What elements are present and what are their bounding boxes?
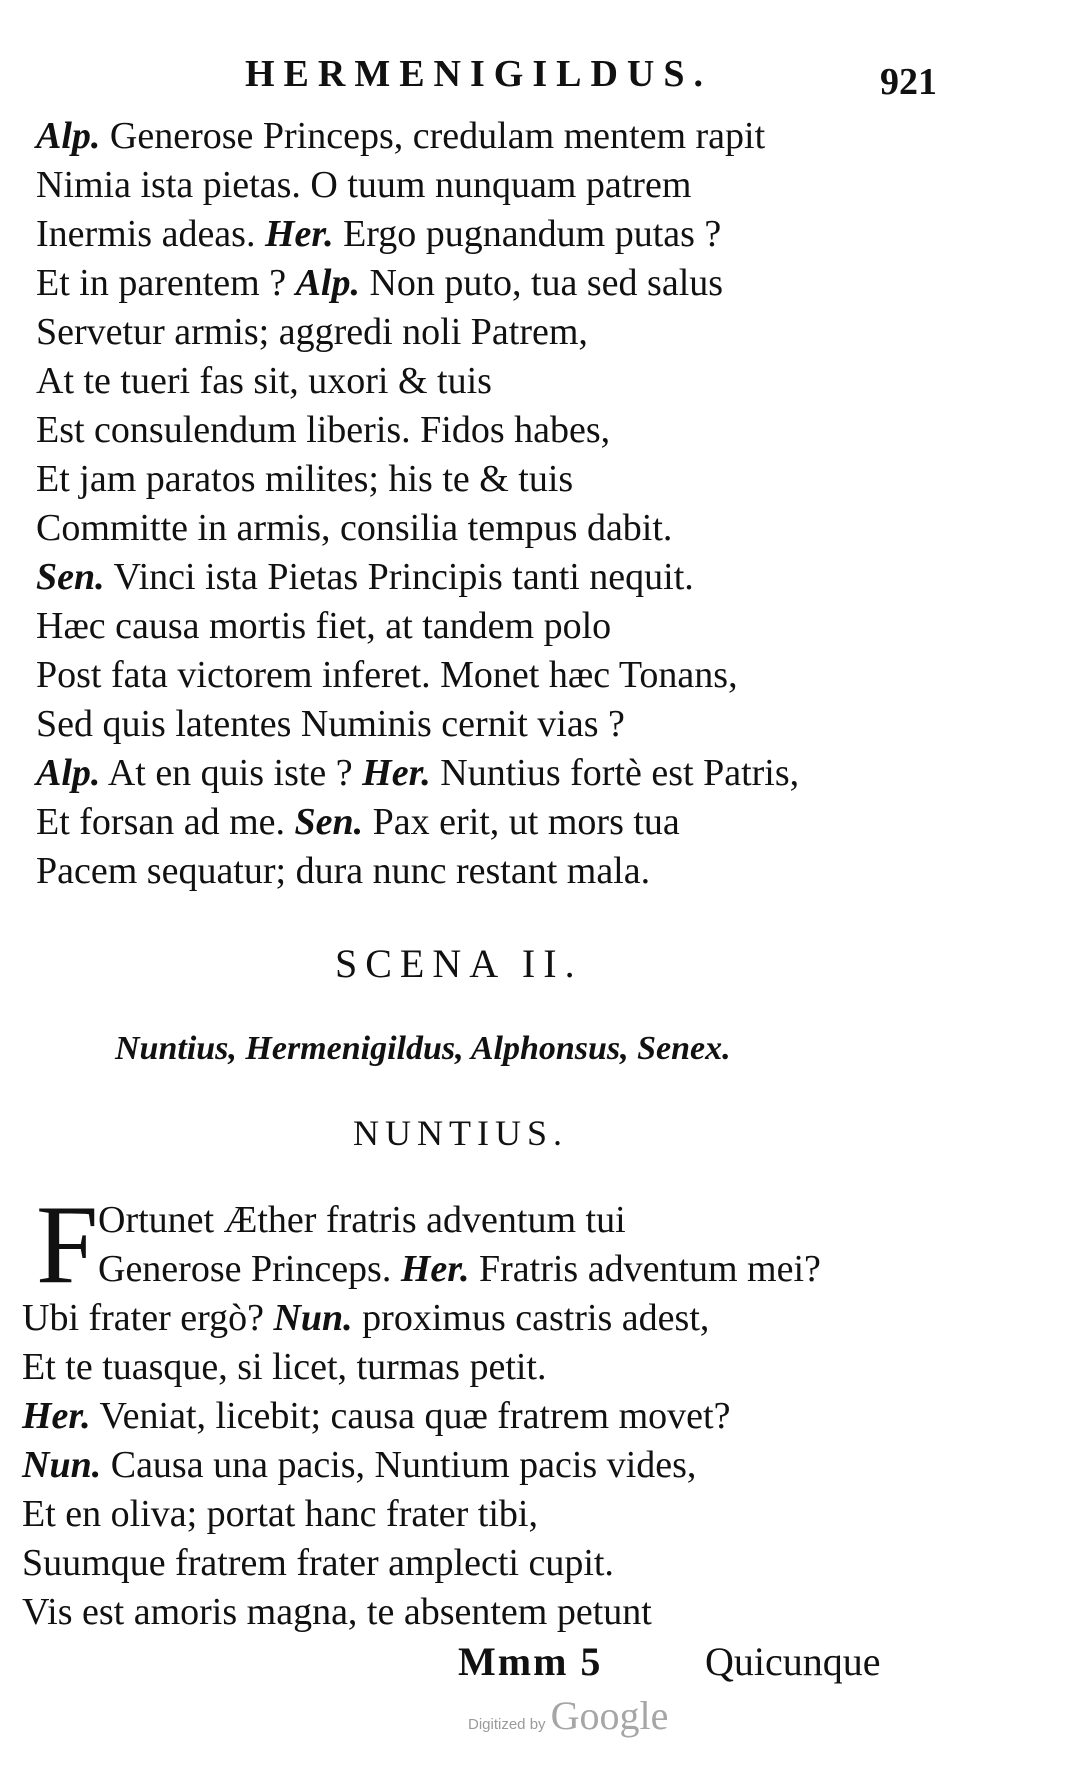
drop-cap: F (36, 1183, 99, 1307)
verse-text: Et jam paratos milites; his te & tuis (36, 458, 574, 500)
verse-text: Pacem sequatur; dura nunc restant mala. (36, 850, 651, 892)
verse-line (22, 1441, 696, 1489)
verse-line (98, 1245, 821, 1293)
speaker-tag: Nun. (273, 1297, 353, 1339)
verse-line (36, 700, 625, 748)
speaker-tag: Her. (22, 1395, 91, 1437)
verse-line (36, 357, 492, 405)
verse-text: Sed quis latentes Numinis cernit vias ? (36, 703, 625, 745)
verse-line (36, 161, 691, 209)
verse-line (22, 1294, 709, 1342)
speaker-tag: Sen. (294, 801, 364, 843)
verse-text: Est consulendum liberis. Fidos habes, (36, 409, 611, 451)
verse-line (36, 798, 680, 846)
verse-line (22, 1392, 730, 1440)
verse-line (36, 553, 694, 601)
signature-mark: Mmm 5 (458, 1639, 603, 1684)
page-number: 921 (880, 61, 937, 103)
verse-text: Vis est amoris magna, te absentem petunt (22, 1591, 652, 1633)
verse-line (98, 1196, 626, 1244)
verse-line (22, 1490, 538, 1538)
verse-line (22, 1539, 614, 1587)
digitized-watermark (468, 1692, 668, 1739)
verse-text: proximus castris adest, (362, 1297, 710, 1339)
speaker-heading: NUNTIUS. (353, 1113, 568, 1153)
verse-text: Fratris adventum mei? (478, 1248, 821, 1290)
watermark-logo-text: Google (550, 1693, 669, 1738)
verse-text: Et in parentem ? (36, 262, 287, 304)
verse-line (36, 749, 799, 797)
verse-text: Et forsan ad me. (36, 801, 286, 843)
verse-line (36, 847, 650, 895)
speaker-tag: Sen. (36, 556, 105, 598)
speaker-tag: Her. (362, 752, 431, 794)
running-title: HERMENIGILDUS. (245, 53, 712, 95)
catchword: Quicunque (705, 1639, 881, 1684)
verse-text: Suumque fratrem frater amplecti cupit. (22, 1542, 614, 1584)
verse-text: At en quis iste ? (107, 752, 353, 794)
verse-line (36, 651, 738, 699)
verse-text: Pax erit, ut mors tua (372, 801, 680, 843)
verse-text: Nimia ista pietas. O tuum nunquam patrem (36, 164, 692, 206)
verse-text: Veniat, licebit; causa quæ fratrem movet? (99, 1395, 731, 1437)
verse-line (36, 602, 611, 650)
verse-text: Inermis adeas. (36, 213, 256, 255)
verse-text: Ortunet Æther fratris adventum tui (98, 1199, 626, 1241)
speaker-tag: Nun. (22, 1444, 102, 1486)
page-header (0, 52, 1079, 112)
dramatis-personae: Nuntius, Hermenigildus, Alphonsus, Senex. (115, 1030, 731, 1067)
scene-title: SCENA II. (335, 941, 583, 986)
verse-text: Nuntius fortè est Patris, (440, 752, 800, 794)
speaker-tag: Her. (400, 1248, 470, 1290)
verse-line (36, 504, 672, 552)
speaker-tag: Alp. (36, 115, 101, 157)
verse-text: Hæc causa mortis fiet, at tandem polo (36, 605, 612, 647)
speaker-tag: Her. (264, 213, 334, 255)
verse-line (36, 308, 588, 356)
verse-text: Ubi frater ergò? (22, 1297, 264, 1339)
speaker-tag: Alp. (36, 752, 101, 794)
verse-line (36, 259, 723, 307)
verse-text: Ergo pugnandum putas ? (343, 213, 722, 255)
verse-text: Causa una pacis, Nuntium pacis vides, (110, 1444, 697, 1486)
verse-text: Post fata victorem inferet. Monet hæc Tonans, (36, 654, 738, 696)
watermark-small-text: Digitized by (468, 1716, 546, 1733)
verse-line (36, 112, 765, 160)
verse-text: Generose Princeps, credulam mentem rapit (109, 115, 766, 157)
verse-text: Committe in armis, consilia tempus dabit. (36, 507, 673, 549)
verse-text: Et te tuasque, si licet, turmas petit. (22, 1346, 547, 1388)
verse-text: Generose Princeps. (98, 1248, 392, 1290)
speaker-tag: Alp. (295, 262, 360, 304)
verse-line (36, 406, 610, 454)
verse-line (22, 1343, 547, 1391)
verse-text: Non puto, tua sed salus (369, 262, 724, 304)
verse-line (36, 210, 721, 258)
verse-text: At te tueri fas sit, uxori & tuis (36, 360, 492, 402)
verse-text: Servetur armis; aggredi noli Patrem, (36, 311, 588, 353)
verse-text: Vinci ista Pietas Principis tanti nequit. (113, 556, 694, 598)
verse-line (22, 1588, 652, 1636)
verse-text: Et en oliva; portat hanc frater tibi, (22, 1493, 538, 1535)
verse-line (36, 455, 573, 503)
